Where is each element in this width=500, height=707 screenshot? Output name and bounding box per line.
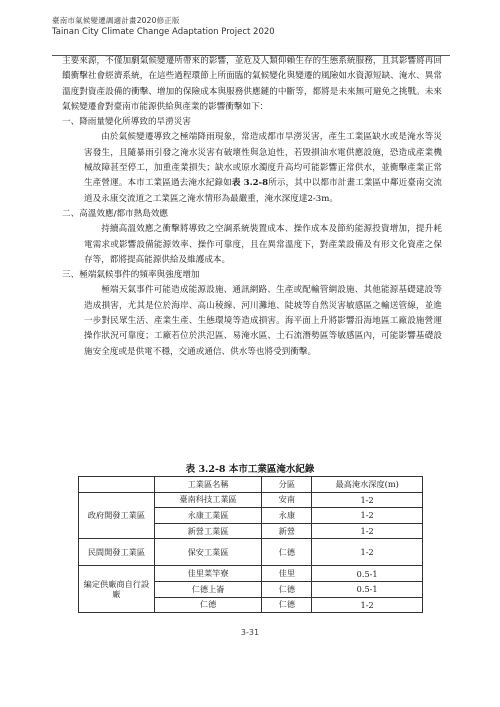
table-row (79, 492, 423, 508)
section-1-body-after: 所示，其中以都市計畫工業區中鄰近臺南交流道及永康交流道之工業區之淹水情形為最嚴重，淹水深度達2-3m。 (84, 178, 442, 204)
table-header-row (79, 477, 423, 493)
district-cell: 永康 (262, 508, 312, 524)
document-body (62, 54, 442, 360)
depth-cell: 1-2 (312, 492, 423, 508)
section-1-body (62, 130, 442, 206)
intro-paragraph: 主要來源，不僅加劇氣候變遷所帶來的影響，並危及人類仰賴生存的生態系統服務，且其影響將再回饋衝擊社會經濟系統，在這些過程環節上所面臨的氣候變化與變遷的風險如水資源短缺、淹水、異常溫度對資產設備的衝擊、增加的保險成本與服務供應鏈的中斷等，都將是未來無可避免之挑戰。未來氣候變遷會對臺南市能源供給與產業的影響衝擊如下： (62, 56, 442, 112)
flood-record-table (78, 476, 423, 613)
district-cell: 仁德 (262, 597, 312, 613)
table-reference: 表 3.2-8 (231, 178, 269, 189)
header-title-zh: 臺南市氣候變遷調適計畫2020修正版 (52, 16, 180, 25)
name-cell: 佳里菜竿寮 (154, 566, 262, 582)
category-cell: 民間開發工業區 (79, 539, 155, 566)
depth-cell: 0.5-1 (312, 581, 423, 597)
category-cell: 政府開發工業區 (79, 492, 155, 539)
name-cell: 永康工業區 (154, 508, 262, 524)
header-name: 工業區名稱 (154, 477, 262, 493)
district-cell: 新營 (262, 523, 312, 539)
depth-cell: 0.5-1 (312, 566, 423, 582)
section-2-title: 二、高溫效應/都市熱島效應 (62, 208, 169, 219)
page-number: 3-31 (240, 628, 260, 637)
depth-cell: 1-2 (312, 523, 423, 539)
depth-cell: 1-2 (312, 597, 423, 613)
name-cell: 仁德上崙 (154, 581, 262, 597)
category-cell: 編定供廠商自行設廠 (79, 566, 155, 613)
district-cell: 仁德 (262, 581, 312, 597)
name-cell: 仁德 (154, 597, 262, 613)
table-row (79, 539, 423, 566)
name-cell: 保安工業區 (154, 539, 262, 566)
district-cell: 仁德 (262, 539, 312, 566)
header-depth: 最高淹水深度(m) (312, 477, 423, 493)
district-cell: 佳里 (262, 566, 312, 582)
header-district: 分區 (262, 477, 312, 493)
table-row (79, 566, 423, 582)
depth-cell: 1-2 (312, 508, 423, 524)
section-1-body-before: 由於氣候變遷導致之極端降雨現象，常造成都市旱澇災害，產生工業區缺水或是淹水等災害發生，且隨暴雨引發之淹水災害有破壞性與急迫性，若毀損油水電供應設施，恐造成產業機械故障甚至停工，加重產業損失；缺水或原水濁度升高均可能影響正常供水，並衝擊產業正常生產營運。本市工業區過去淹水紀錄如 (84, 132, 442, 189)
table-title: 表 3.2-8 本市工業區淹水紀錄 (185, 464, 315, 475)
header-title-en: Tainan City Climate Change Adaptation Project 2020 (52, 27, 275, 37)
section-2-body: 持續高溫效應之衝擊將導致之空調系統裝置成本、操作成本及節約能源投資增加，提升耗電需求或影響設備能源效率、操作可靠度，且在異常溫度下，對產業設備及有形文化資產之保存等，都將提高能源供給及維護成本。 (84, 224, 442, 265)
section-1-title: 一、降雨量變化所導致的旱澇災害 (62, 117, 191, 128)
district-cell: 安南 (262, 492, 312, 508)
name-cell: 新營工業區 (154, 523, 262, 539)
page-header (52, 16, 452, 38)
name-cell: 臺南科技工業區 (154, 492, 262, 508)
section-3-body: 極端天氣事件可能造成能源設施、通訊網路、生產或配輸管網設施、其他能源基礎建設等造成損害，尤其是位於海岸、高山稜線、河川灘地、陡坡等自然災害敏感區之輸送管線，並進一步對民眾生活、產業生產、生態環境等造成損害。海平面上升將影響沿海地區工廠設施營運操作狀況可靠度；工廠若位於洪氾區、易淹水區、土石流潛勢區等敏感區內，可能影響基礎設施安全度或是供電不穩，交通或通信、供水等也將受到衝擊。 (84, 285, 442, 357)
depth-cell: 1-2 (312, 539, 423, 566)
section-3-title: 三、極端氣候事件的頻率與強度增加 (62, 270, 200, 281)
header-category (79, 477, 155, 493)
